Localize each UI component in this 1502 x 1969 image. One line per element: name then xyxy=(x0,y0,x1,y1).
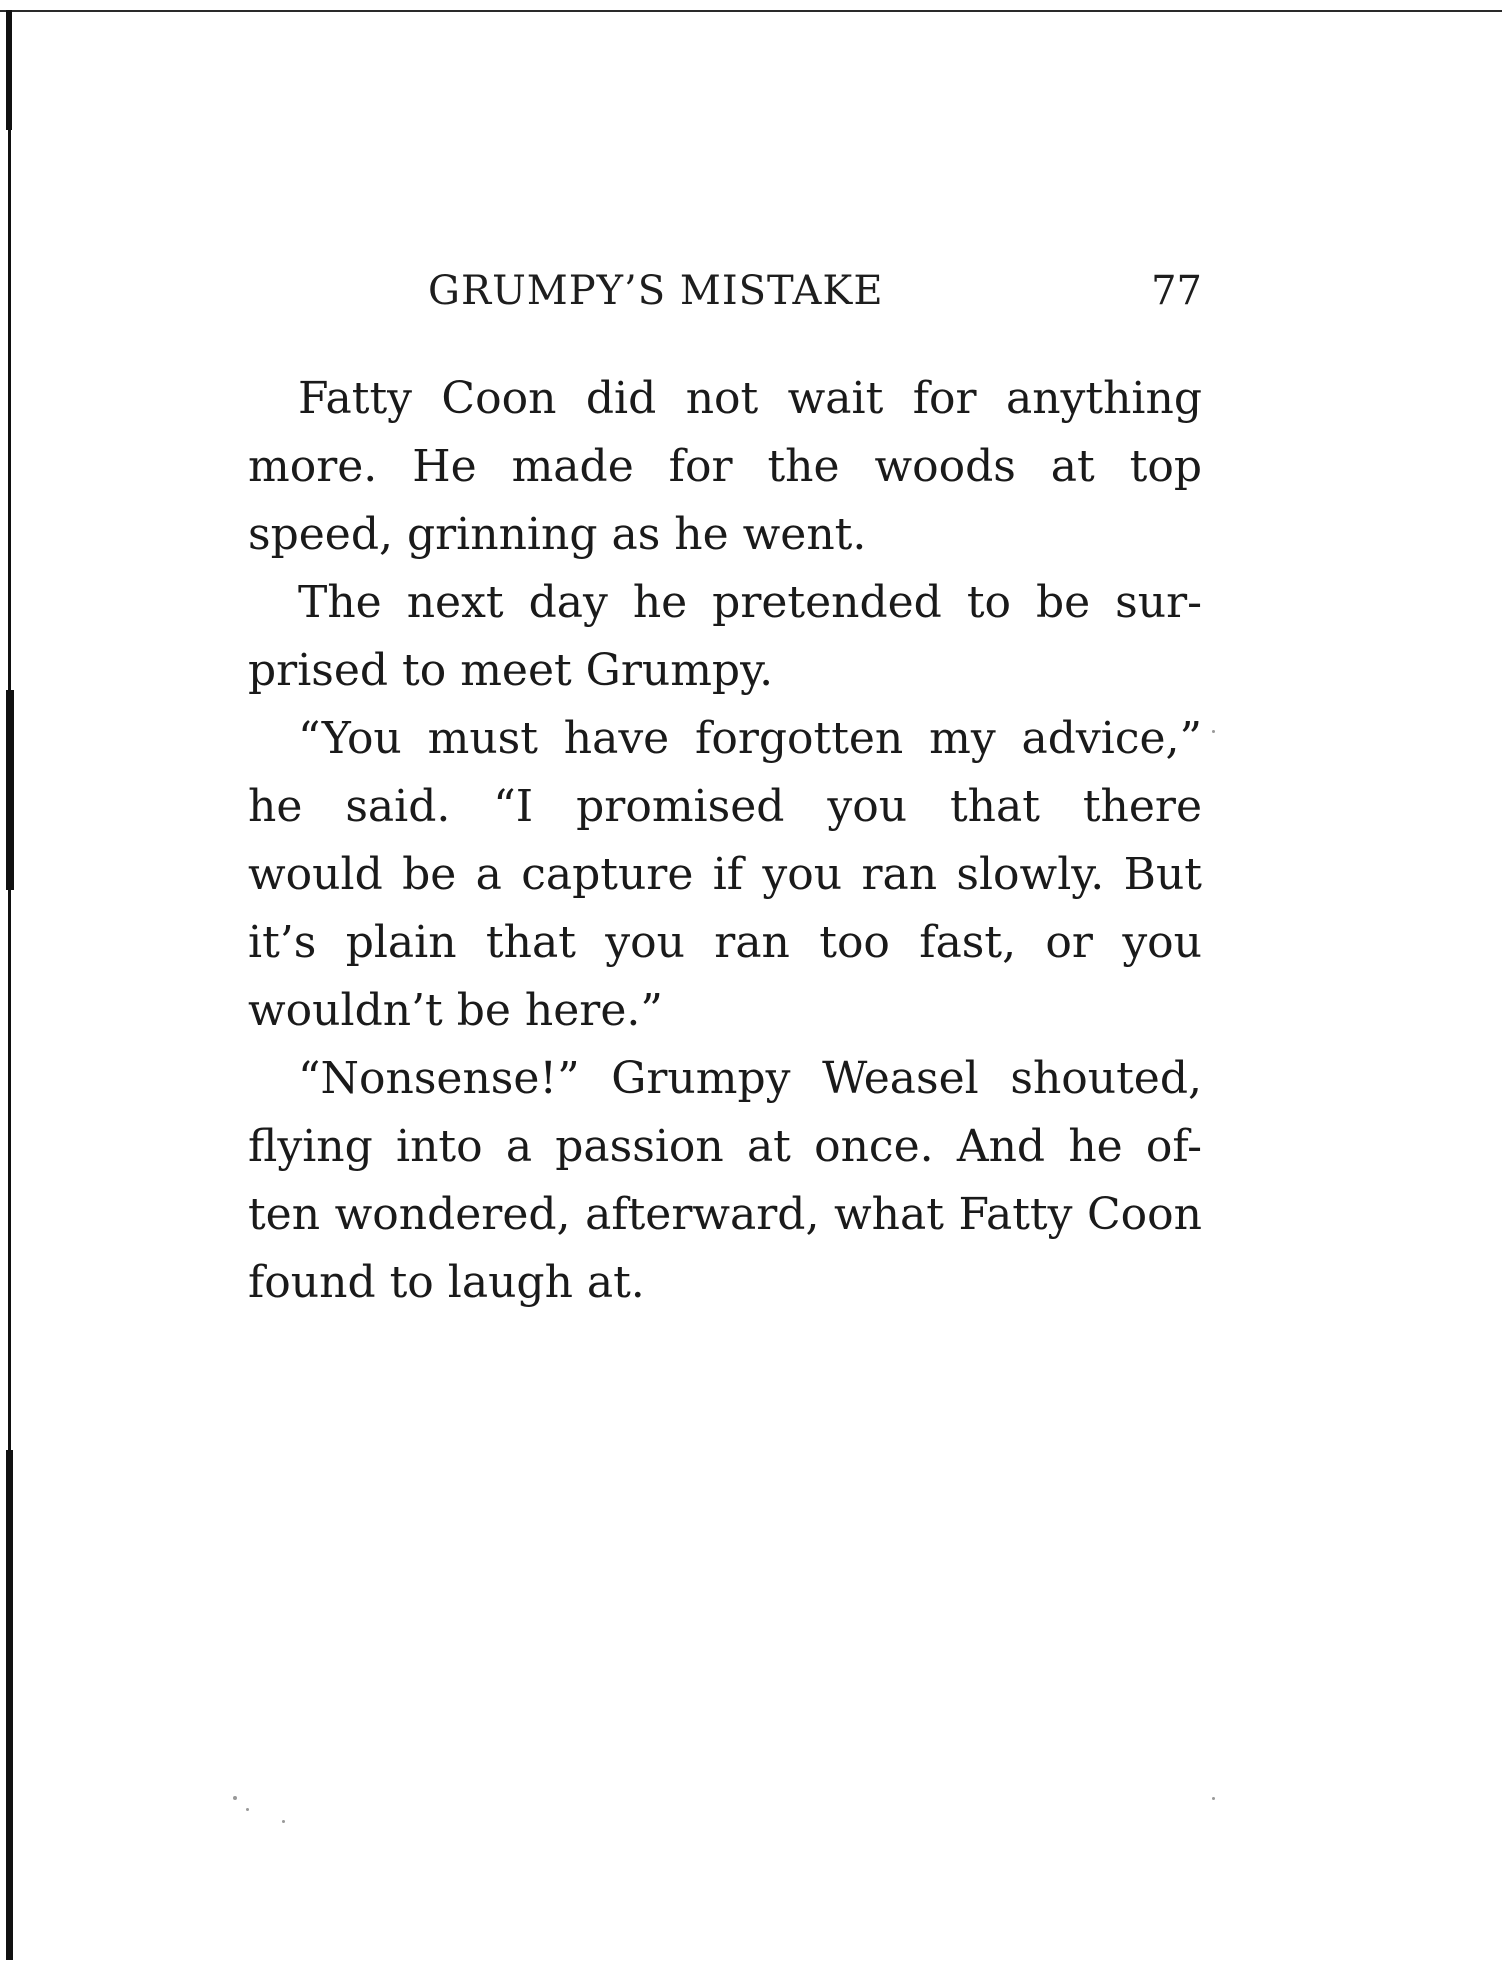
text-line: speed, grinning as he went. xyxy=(248,509,867,560)
text-line: The next day he pretended to be sur- xyxy=(298,577,1202,628)
text-line: “Nonsense!” Grumpy Weasel shouted, xyxy=(298,1053,1202,1104)
text-line: ten wondered, afterward, what Fatty Coon xyxy=(248,1189,1202,1240)
body-text xyxy=(248,365,1202,1317)
page-top-edge xyxy=(0,10,1502,12)
text-line: found to laugh at. xyxy=(248,1257,645,1308)
text-line: would be a capture if you ran slowly. But xyxy=(248,849,1202,900)
page-header xyxy=(248,268,1202,328)
page-binding-edge xyxy=(6,10,16,1960)
text-line: he said. “I promised you that there xyxy=(248,781,1202,832)
paper-speck xyxy=(233,1796,237,1800)
paper-speck xyxy=(1212,730,1215,733)
paper-speck xyxy=(282,1820,285,1823)
text-line: prised to meet Grumpy. xyxy=(248,645,774,696)
text-line: it’s plain that you ran too fast, or you xyxy=(248,917,1202,968)
running-title: GRUMPY’S MISTAKE xyxy=(428,268,884,314)
text-line: more. He made for the woods at top xyxy=(248,441,1202,492)
text-line: flying into a passion at once. And he of- xyxy=(248,1121,1202,1172)
page-number: 77 xyxy=(1151,268,1202,314)
text-line: “You must have forgotten my advice,” xyxy=(298,713,1202,764)
text-line: wouldn’t be here.” xyxy=(248,985,663,1036)
paper-speck xyxy=(246,1808,249,1811)
text-line: Fatty Coon did not wait for anything xyxy=(298,373,1202,424)
paper-speck xyxy=(1212,1797,1215,1800)
